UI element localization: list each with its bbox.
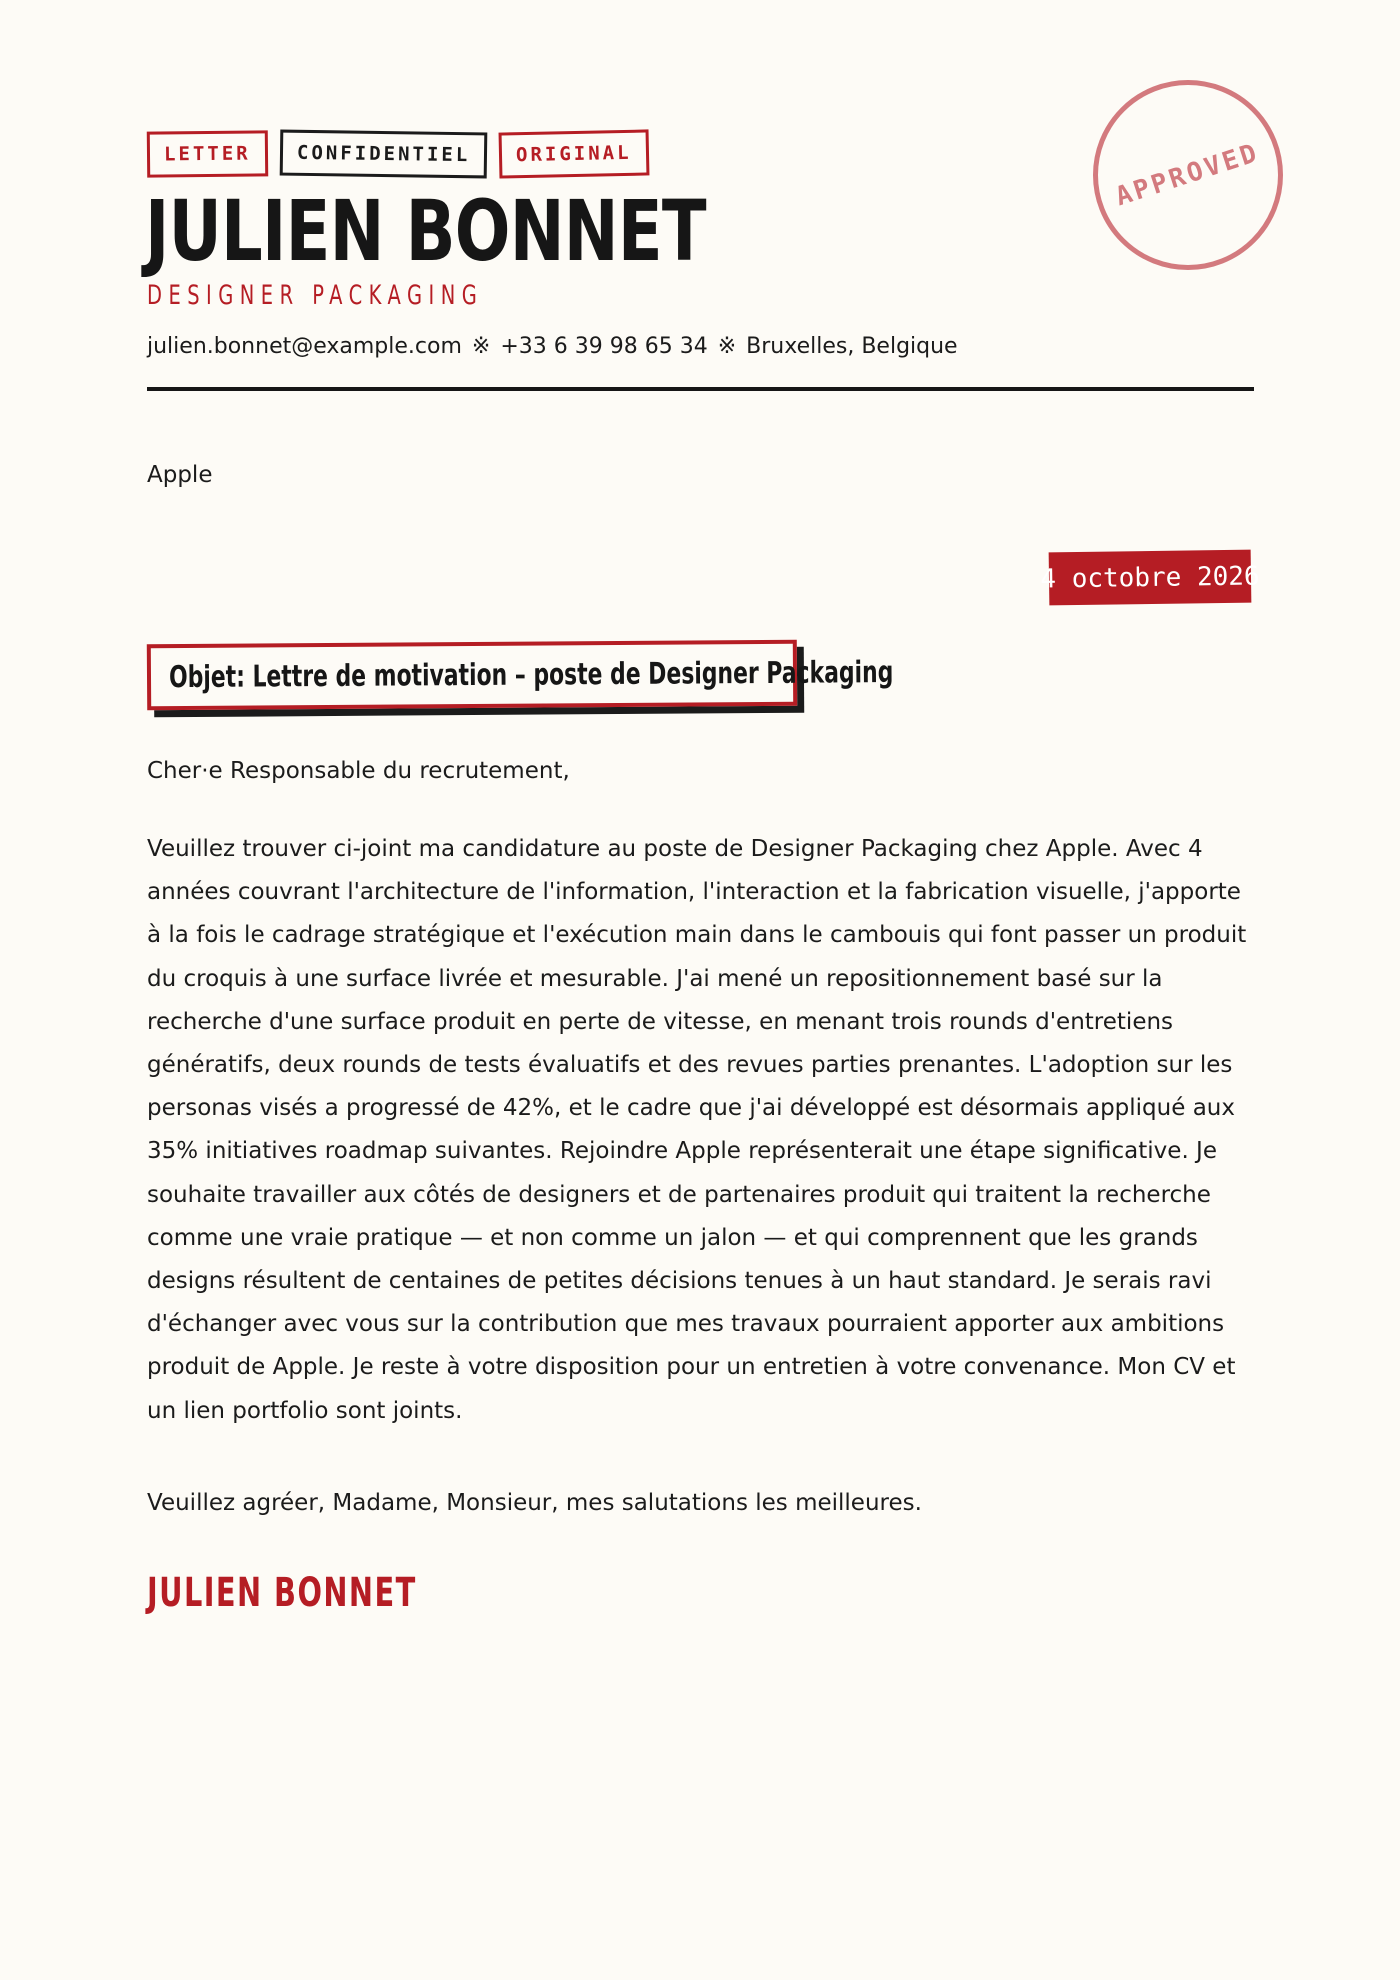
tag-confidentiel: CONFIDENTIEL: [279, 130, 487, 179]
subject-line: Objet: Lettre de motivation – poste de Designer Packaging: [168, 654, 894, 695]
subject-box: [147, 642, 894, 714]
contact-phone: +33 6 39 98 65 34: [500, 334, 708, 359]
stamp-text: APPROVED: [1112, 137, 1264, 213]
salutation: Cher·e Responsable du recrutement,: [147, 758, 570, 784]
header-tags: [147, 131, 648, 177]
sender-name: JULIEN BONNET: [145, 182, 706, 280]
contact-location: Bruxelles, Belgique: [746, 334, 958, 359]
tag-letter: LETTER: [147, 130, 268, 177]
contact-separator: ※: [717, 334, 737, 359]
letter-date: 4 octobre 2026: [1049, 550, 1252, 606]
letter-body: Veuillez trouver ci-joint ma candidature au poste de Designer Packaging chez Apple. Avec 4 années couvrant l'architecture de l'information, l'interaction et la fabrication visuelle, j'apporte à la fois le cadrage stratégique et l'exécution main dans le cambouis qui font passer un produit du croquis à une surface livrée et mesurable. J'ai mené un repositionnement basé sur la recherche d'une surface produit en perte de vitesse, en menant trois rounds d'entretiens génératifs, deux rounds de tests évaluatifs et des revues parties prenantes. L'adoption sur les personas visés a progressé de 42%, et le cadre que j'ai développé est désormais appliqué aux 35% initiatives roadmap suivantes. Rejoindre Apple représenterait une étape significative. Je souhaite travailler aux côtés de designers et de partenaires produit qui traitent la recherche comme une vraie pratique — et non comme un jalon — et qui comprennent que les grands designs résultent de centaines de petites décisions tenues à un haut standard. Je serais ravi d'échanger avec vous sur la contribution que mes travaux pourraient apporter aux ambitions produit de Apple. Je reste à votre disposition pour un entretien à votre convenance. Mon CV et un lien portfolio sont joints.: [147, 836, 1247, 1424]
approved-stamp: [1093, 80, 1283, 270]
subject-frame: [147, 640, 894, 711]
closing-formula: Veuillez agréer, Madame, Monsieur, mes salutations les meilleures.: [147, 1490, 922, 1516]
letter-page: [145, 0, 1264, 1980]
contact-line: [147, 334, 958, 359]
sender-role: DESIGNER PACKAGING: [147, 280, 484, 311]
recipient: Apple: [147, 462, 213, 488]
signature: JULIEN BONNET: [147, 1570, 417, 1616]
contact-email: julien.bonnet@example.com: [147, 334, 462, 359]
tag-original: ORIGINAL: [498, 129, 648, 178]
contact-separator: ※: [471, 334, 491, 359]
header-divider: [147, 387, 1254, 391]
